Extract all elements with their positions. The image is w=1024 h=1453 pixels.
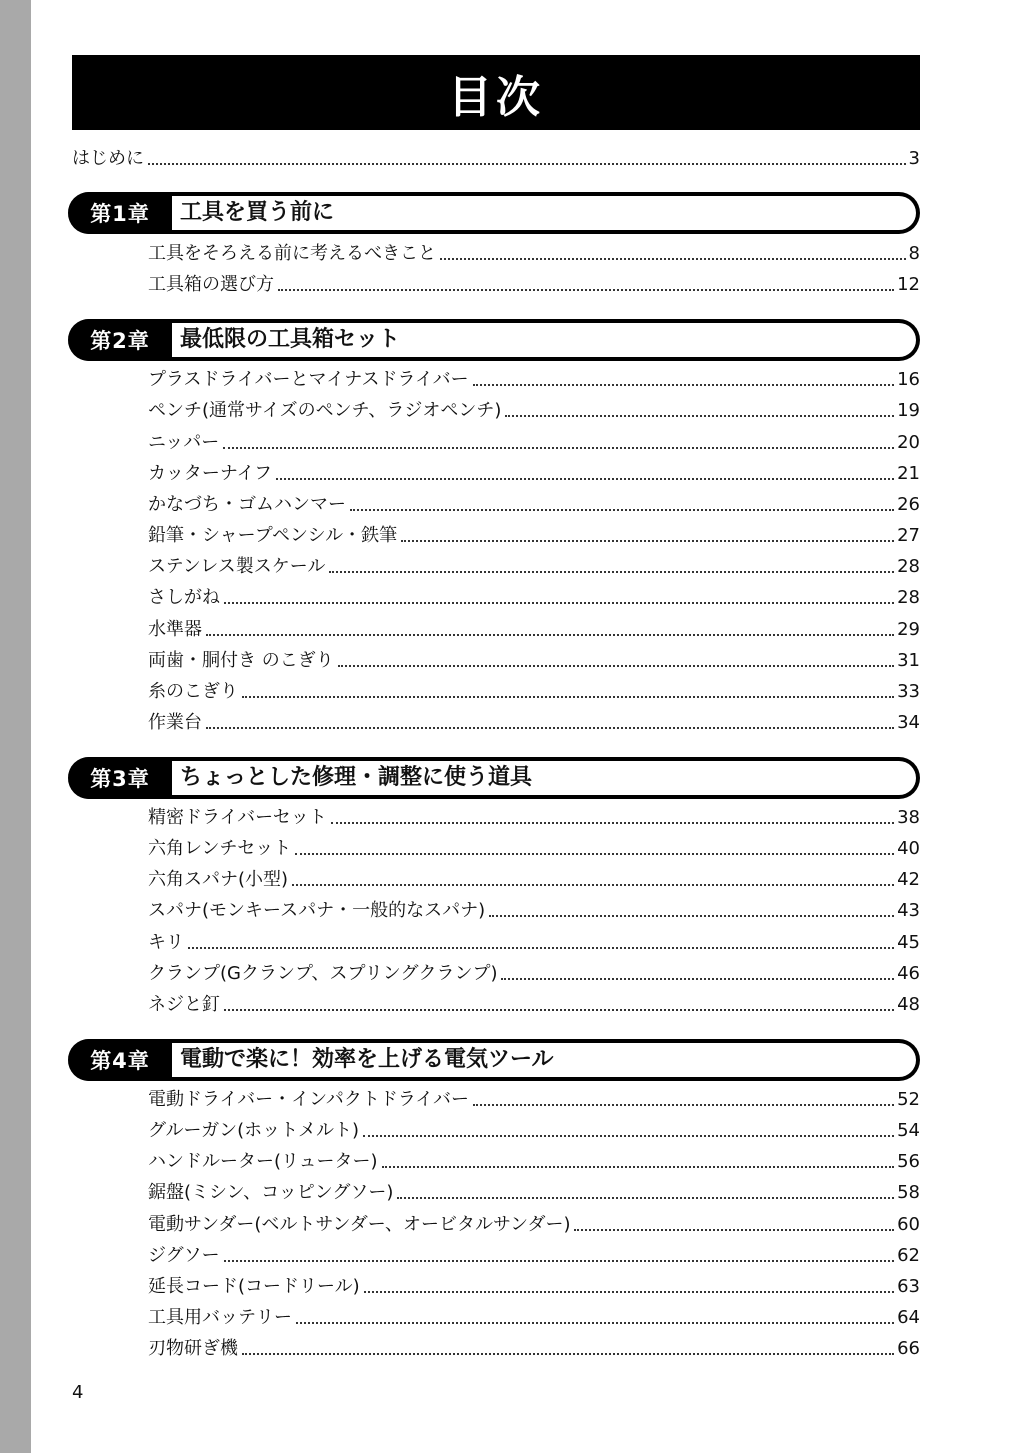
dot-leader — [338, 665, 894, 667]
entry-page: 40 — [897, 838, 920, 859]
dot-leader — [473, 1104, 894, 1106]
entry-label: ハンドルーター(リューター) — [148, 1151, 378, 1172]
entry-label: ジグソー — [148, 1245, 220, 1266]
entry-label: プラスドライバーとマイナスドライバー — [148, 369, 469, 390]
entry-page: 43 — [897, 900, 920, 921]
entry-page: 45 — [897, 932, 920, 953]
entry-label: カッターナイフ — [148, 463, 273, 484]
toc-entry[interactable] — [148, 836, 920, 862]
chapter-title: 工具を買う前に — [180, 200, 335, 225]
entry-page: 31 — [897, 650, 920, 671]
dot-leader — [473, 384, 895, 386]
entry-page: 28 — [897, 587, 920, 608]
chapter-heading-4[interactable] — [68, 1039, 920, 1081]
entry-label: 鉛筆・シャープペンシル・鉄筆 — [148, 525, 398, 546]
entry-label: 糸のこぎり — [148, 681, 238, 702]
chapter-heading-1[interactable] — [68, 192, 920, 234]
entry-label: 鋸盤(ミシン、コッピングソー) — [148, 1182, 394, 1203]
dot-leader — [224, 1009, 894, 1011]
entry-page: 62 — [897, 1245, 920, 1266]
dot-leader — [278, 289, 894, 291]
dot-leader — [242, 1353, 894, 1355]
dot-leader — [364, 1291, 894, 1293]
dot-leader — [224, 1260, 894, 1262]
entry-page: 16 — [897, 369, 920, 390]
entry-page: 38 — [897, 807, 920, 828]
toc-entry[interactable] — [148, 1180, 920, 1206]
dot-leader — [206, 634, 894, 636]
toc-entry[interactable] — [148, 1212, 920, 1238]
toc-entry[interactable] — [148, 554, 920, 580]
dot-leader — [382, 1166, 895, 1168]
entry-label: 水準器 — [148, 619, 202, 640]
toc-entry[interactable] — [148, 1243, 920, 1269]
chapter-number: 第3章 — [68, 757, 172, 799]
toc-entry[interactable] — [148, 492, 920, 518]
chapter-heading-3[interactable] — [68, 757, 920, 799]
entry-page: 26 — [897, 494, 920, 515]
dot-leader — [574, 1229, 894, 1231]
toc-entry[interactable] — [148, 1305, 920, 1331]
entry-page: 56 — [897, 1151, 920, 1172]
dot-leader — [292, 884, 894, 886]
entry-page: 33 — [897, 681, 920, 702]
toc-entry[interactable] — [148, 1274, 920, 1300]
entry-page: 66 — [897, 1338, 920, 1359]
dot-leader — [242, 696, 894, 698]
chapter-title: ちょっとした修理・調整に使う道具 — [180, 765, 533, 790]
entry-label: 六角レンチセット — [148, 838, 292, 859]
dot-leader — [501, 978, 894, 980]
entry-page: 27 — [897, 525, 920, 546]
toc-title-bar — [72, 55, 920, 130]
chapter-number: 第2章 — [68, 319, 172, 361]
entry-page: 29 — [897, 619, 920, 640]
dot-leader — [505, 415, 894, 417]
entry-label: さしがね — [148, 587, 220, 608]
entry-page: 3 — [908, 148, 920, 169]
dot-leader — [188, 947, 894, 949]
entry-page: 63 — [897, 1276, 920, 1297]
dot-leader — [363, 1135, 894, 1137]
entry-page: 46 — [897, 963, 920, 984]
toc-entry[interactable] — [148, 710, 920, 736]
toc-entry[interactable] — [148, 241, 920, 267]
entry-label: かなづち・ゴムハンマー — [148, 494, 346, 515]
entry-label: キリ — [148, 932, 184, 953]
toc-entry[interactable] — [148, 648, 920, 674]
dot-leader — [397, 1197, 894, 1199]
chapter-title: 最低限の工具箱セット — [180, 327, 401, 352]
entry-label: 工具用バッテリー — [148, 1307, 292, 1328]
chapter-title: 電動で楽に！効率を上げる電気ツール — [180, 1047, 554, 1072]
dot-leader — [296, 1322, 894, 1324]
toc-entry[interactable] — [148, 1336, 920, 1362]
entry-page: 64 — [897, 1307, 920, 1328]
dot-leader — [440, 258, 906, 260]
toc-entry-intro[interactable] — [72, 146, 920, 172]
toc-entry[interactable] — [148, 1149, 920, 1175]
entry-label: 工具をそろえる前に考えるべきこと — [148, 243, 436, 264]
dot-leader — [148, 163, 906, 165]
toc-entry[interactable] — [148, 898, 920, 924]
dot-leader — [329, 571, 894, 573]
entry-label: グルーガン(ホットメルト) — [148, 1120, 359, 1141]
dot-leader — [331, 822, 894, 824]
dot-leader — [350, 509, 894, 511]
toc-entry[interactable] — [148, 961, 920, 987]
toc-entry[interactable] — [148, 398, 920, 424]
toc-entry[interactable] — [148, 617, 920, 643]
entry-label: ステンレス製スケール — [148, 556, 326, 577]
entry-page: 48 — [897, 994, 920, 1015]
toc-entry[interactable] — [148, 523, 920, 549]
dot-leader — [224, 602, 894, 604]
toc-entry[interactable] — [148, 679, 920, 705]
dot-leader — [401, 540, 894, 542]
entry-page: 20 — [897, 432, 920, 453]
entry-label: ペンチ(通常サイズのペンチ、ラジオペンチ) — [148, 400, 502, 421]
toc-entry[interactable] — [148, 805, 920, 831]
entry-label: ネジと釘 — [148, 994, 220, 1015]
entry-label: 刃物研ぎ機 — [148, 1338, 238, 1359]
entry-label: 電動ドライバー・インパクトドライバー — [148, 1089, 469, 1110]
entry-page: 12 — [897, 274, 920, 295]
entry-page: 60 — [897, 1214, 920, 1235]
dot-leader — [295, 853, 894, 855]
page-title: 目次 — [448, 71, 544, 123]
entry-label: 精密ドライバーセット — [148, 807, 327, 828]
toc-entry[interactable] — [148, 430, 920, 456]
toc-entry[interactable] — [148, 585, 920, 611]
entry-label: はじめに — [72, 148, 144, 169]
dot-leader — [276, 478, 894, 480]
toc-entry[interactable] — [148, 867, 920, 893]
toc-entry[interactable] — [148, 930, 920, 956]
entry-label: 工具箱の選び方 — [148, 274, 274, 295]
page-number: 4 — [72, 1382, 84, 1403]
entry-page: 52 — [897, 1089, 920, 1110]
toc-entry[interactable] — [148, 461, 920, 487]
dot-leader — [223, 447, 894, 449]
toc-entry[interactable] — [148, 992, 920, 1018]
toc-entry[interactable] — [148, 272, 920, 298]
entry-label: ニッパー — [148, 432, 220, 453]
entry-label: 六角スパナ(小型) — [148, 869, 289, 890]
entry-page: 19 — [897, 400, 920, 421]
dot-leader — [489, 915, 894, 917]
entry-label: クランプ(Gクランプ、スプリングクランプ) — [148, 963, 498, 984]
entry-page: 34 — [897, 712, 920, 733]
entry-page: 42 — [897, 869, 920, 890]
entry-page: 54 — [897, 1120, 920, 1141]
chapter-number: 第1章 — [68, 192, 172, 234]
entry-page: 58 — [897, 1182, 920, 1203]
entry-label: 両歯・胴付き のこぎり — [148, 650, 334, 671]
entry-page: 8 — [908, 243, 920, 264]
entry-label: 延長コード(コードリール) — [148, 1276, 360, 1297]
chapter-heading-2[interactable] — [68, 319, 920, 361]
entry-page: 28 — [897, 556, 920, 577]
entry-page: 21 — [897, 463, 920, 484]
toc-entry[interactable] — [148, 367, 920, 393]
page-edge-strip — [0, 0, 31, 1453]
entry-label: 作業台 — [148, 712, 202, 733]
chapter-number: 第4章 — [68, 1039, 172, 1081]
toc-entry[interactable] — [148, 1118, 920, 1144]
toc-entry[interactable] — [148, 1087, 920, 1113]
dot-leader — [206, 727, 894, 729]
entry-label: スパナ(モンキースパナ・一般的なスパナ) — [148, 900, 486, 921]
entry-label: 電動サンダー(ベルトサンダー、オービタルサンダー) — [148, 1214, 571, 1235]
